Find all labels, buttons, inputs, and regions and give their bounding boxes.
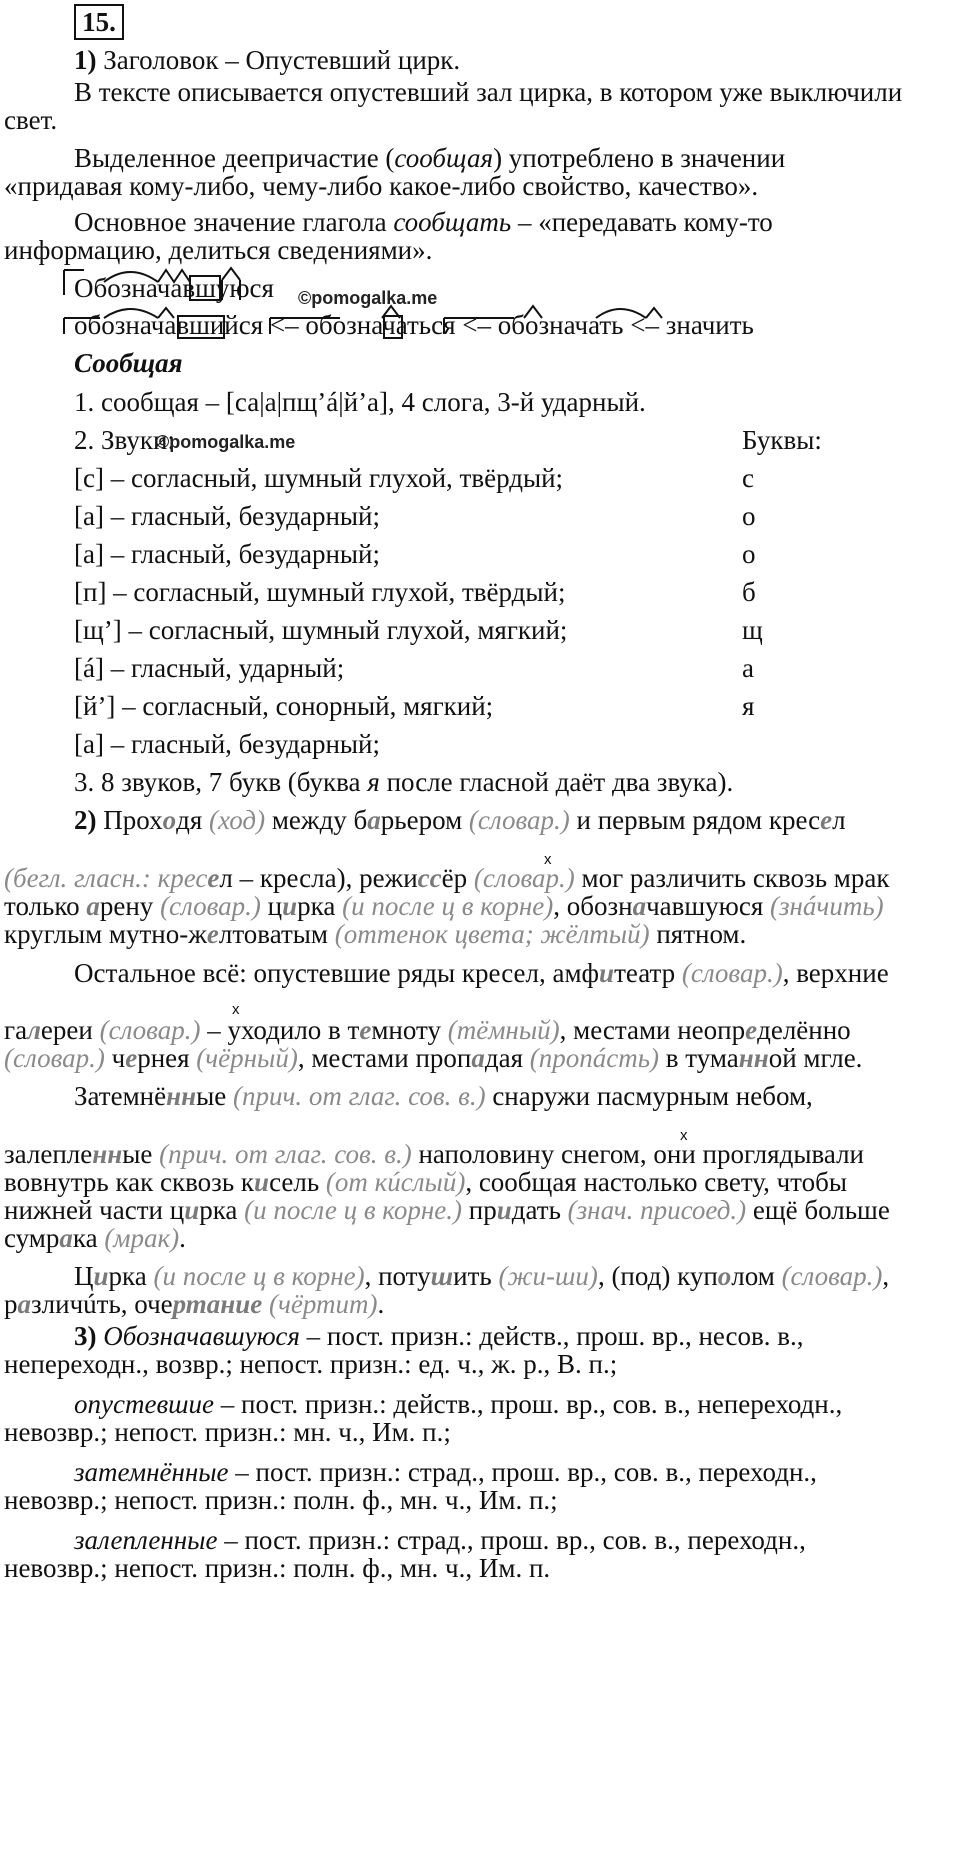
section-2-label: 2): [74, 805, 104, 835]
orthogram-letter: и: [282, 891, 298, 921]
text-fragment: зличúть, оч: [31, 1289, 161, 1319]
orthogram-letter: и: [184, 1195, 200, 1225]
explanation-note: (прич. от глаг. сов. в.): [152, 1139, 412, 1169]
participle-word: сообщая: [394, 143, 494, 173]
correction-mark: х: [232, 1001, 240, 1018]
paragraph-line: Выделенное деепричастие (сообщая) употреблено в значении: [74, 143, 786, 173]
explanation-note: (и после ц в корне.): [237, 1195, 463, 1225]
root-arc-mark: [104, 309, 158, 318]
spelling-line: [4, 1286, 384, 1322]
sound-description: [а] – гласный, безударный;: [74, 729, 381, 759]
text-fragment: круглым мутно-ж: [4, 919, 207, 949]
text-fragment: .: [377, 1289, 385, 1319]
text-fragment: сель: [269, 1167, 320, 1197]
text-fragment: , сообщая: [465, 1167, 577, 1197]
phonetic-line: 1. сообщая – [са|а|пщ’á|й’а], 4 слога, 3-й ударный.: [74, 387, 646, 417]
watermark: ©pomogalka.me: [298, 288, 438, 308]
letter-cell: о: [742, 539, 756, 569]
text-fragment: р: [4, 1289, 18, 1319]
paragraph-line: «придавая кому-либо, чему-либо какое-либо свойство, качество».: [4, 171, 759, 201]
explanation-note: (словар.): [92, 1015, 201, 1045]
suffix-mark: [222, 268, 240, 280]
text-fragment: , режи: [345, 863, 418, 893]
explanation-note: (пропáсть): [523, 1043, 660, 1073]
orthogram-letter: о: [162, 805, 177, 835]
explanation-note: (бегл. гласн.: крес: [4, 863, 208, 893]
text-fragment: лтоватым: [218, 919, 329, 949]
paragraph-line: В тексте описывается опустевший зал цирка, в котором уже выключили: [74, 77, 903, 107]
text-fragment: – уходило в т: [200, 1015, 360, 1045]
morphology-entry-cont: невозвр.; непост. призн.: полн. ф., мн. ч., Им. п.: [4, 1553, 551, 1583]
text-fragment: дать: [511, 1195, 561, 1225]
explanation-note: (мрак): [97, 1223, 180, 1253]
parsed-word: затемнённые: [74, 1457, 229, 1487]
spelling-line: [4, 1220, 186, 1256]
text-fragment: вовнутрь как сквозь к: [4, 1167, 255, 1197]
sound-description: [á] – гласный, ударный;: [74, 653, 345, 683]
text-fragment: ещё больше: [746, 1195, 890, 1225]
letter-cell: о: [742, 501, 756, 531]
section-3-label: 3): [74, 1321, 104, 1351]
suffix-mark: [524, 306, 542, 318]
text-fragment: , обозн: [553, 891, 633, 921]
morphology-entry: опустевшие – пост. призн.: действ., прош. вр., сов. в., непереходн.,: [74, 1389, 843, 1419]
text-fragment: пр: [462, 1195, 497, 1225]
orthogram-letter: ртание: [172, 1289, 263, 1319]
explanation-note: (и после ц в корне): [146, 1261, 365, 1291]
text-fragment: ить: [453, 1261, 492, 1291]
text-fragment: мог различить сквозь мрак: [574, 863, 890, 893]
orthogram-letter: о: [717, 1261, 732, 1291]
explanation-note: (жи-ши): [491, 1261, 598, 1291]
suffix-mark: [158, 270, 190, 282]
paragraph-line: Основное значение глагола сообщать – «передавать кому-то: [74, 207, 773, 237]
text-fragment: рьером: [380, 805, 463, 835]
orthogram-letter: е: [125, 1043, 138, 1073]
parsed-word: опустевшие: [74, 1389, 215, 1419]
orthogram-letter: и: [93, 1261, 109, 1291]
text-fragment: .: [179, 1223, 186, 1253]
orthogram-letter: нн: [738, 1043, 769, 1073]
letter-cell: а: [742, 653, 754, 683]
morphology-entry-cont: невозвр.; непост. призн.: мн. ч., Им. п.;: [4, 1417, 451, 1447]
explanation-note: (словар.): [774, 1261, 883, 1291]
text-fragment: л – кресла): [219, 863, 346, 893]
letter-cell: с: [742, 463, 754, 493]
explanation-note: (оттенок цвета; жёлтый): [328, 919, 650, 949]
section-heading: Сообщая: [74, 348, 183, 378]
explanation-note: (чёрный): [189, 1043, 298, 1073]
orthogram-letter: е: [359, 1015, 372, 1045]
sound-description: [а] – гласный, безударный;: [74, 539, 381, 569]
orthogram-letter: л: [27, 1015, 41, 1045]
explanation-note: (словар.): [675, 958, 783, 988]
watermark: ©pomogalka.me: [156, 432, 296, 452]
paragraph-line: информацию, делиться сведениями».: [4, 235, 433, 265]
root-arc-mark: [104, 272, 158, 282]
explanation-note: (прич. от глаг. сов. в.): [226, 1081, 486, 1111]
orthogram-letter: а: [632, 891, 647, 921]
explanation-note: (словар.): [467, 863, 575, 893]
orthogram-letter: а: [471, 1043, 485, 1073]
spelling-line: [74, 955, 889, 991]
morpheme-marks: [0, 0, 960, 340]
text-fragment: мноту: [371, 1015, 441, 1045]
text-fragment: ые: [122, 1139, 153, 1169]
morpheme-word: Обозначавшуюся: [74, 273, 274, 303]
text-fragment: и первым рядом крес: [569, 805, 821, 835]
orthogram-letter: и: [254, 1167, 270, 1197]
orthogram-letter: е: [207, 863, 220, 893]
text-fragment: , местами неопр: [559, 1015, 746, 1045]
phonetic-summary: 3. 8 звуков, 7 букв (буква я после гласной даёт два звука).: [74, 767, 734, 797]
orthogram-letter: е: [745, 1015, 758, 1045]
text-fragment: настолько свету, чтобы: [576, 1167, 847, 1197]
text-fragment: Прох: [103, 805, 163, 835]
text-fragment: ёр: [441, 863, 468, 893]
text-fragment: рнея: [137, 1043, 190, 1073]
ending-box: [384, 316, 402, 338]
text-fragment: ка: [72, 1223, 98, 1253]
text-fragment: ые: [196, 1081, 227, 1111]
verb-word: сообщать: [393, 207, 512, 237]
explanation-note: (словар.): [4, 1043, 105, 1073]
text-fragment: снаружи пасмурным небом,: [485, 1081, 813, 1111]
text-fragment: наполовину снегом, они проглядывали: [411, 1139, 864, 1169]
task-number: 15.: [74, 4, 124, 40]
text-fragment: , местами проп: [297, 1043, 472, 1073]
suffix-mark: [646, 308, 662, 318]
spelling-line: [4, 1040, 862, 1076]
text-fragment: ереи: [40, 1015, 93, 1045]
correction-mark: х: [544, 851, 552, 868]
orthogram-letter: а: [86, 891, 100, 921]
correction-mark: х: [680, 1127, 688, 1144]
text-fragment: ч: [104, 1043, 126, 1073]
parsed-word: залепленные: [74, 1525, 218, 1555]
text-fragment: , (под) куп: [597, 1261, 718, 1291]
text-fragment: Остальное всё: опустевшие ряды кресел, амф: [74, 958, 600, 988]
orthogram-letter: и: [496, 1195, 512, 1225]
morphology-entry: 3) Обозначавшуюся – пост. призн.: действ., прош. вр., несов. в.,: [74, 1321, 804, 1351]
sound-description: [п] – согласный, шумный глухой, твёрдый;: [74, 577, 566, 607]
orthogram-letter: ш: [430, 1261, 454, 1291]
text-fragment: , поту: [364, 1261, 431, 1291]
orthogram-letter: а: [367, 805, 381, 835]
explanation-note: (знáчить): [763, 891, 884, 921]
text-fragment: дя: [176, 805, 203, 835]
text-fragment: ,: [882, 1261, 890, 1291]
spelling-line: [74, 1078, 813, 1114]
sound-description: [а] – гласный, безударный;: [74, 501, 381, 531]
morphology-entry: залепленные – пост. призн.: страд., прош. вр., сов. в., переходн.,: [74, 1525, 806, 1555]
sounds-label: 2. Звуки:: [74, 425, 175, 455]
text-fragment: Затемнё: [74, 1081, 167, 1111]
text-fragment: рену: [99, 891, 154, 921]
parsed-word: Обозначавшуюся: [103, 1321, 300, 1351]
letter-cell: я: [742, 691, 755, 721]
orthogram-letter: а: [17, 1289, 31, 1319]
root-arc-mark: [596, 309, 646, 318]
ending-box: [190, 276, 220, 300]
text-fragment: Ц: [74, 1261, 94, 1291]
orthogram-letter: нн: [92, 1139, 123, 1169]
text-fragment: только: [4, 891, 87, 921]
orthogram-letter: и: [599, 958, 615, 988]
explanation-note: (тёмный): [440, 1015, 560, 1045]
text-fragment: рка: [199, 1195, 238, 1225]
explanation-note: (словар.): [153, 891, 261, 921]
explanation-note: (ход): [202, 805, 266, 835]
morpheme-chain: обозначавшийся <– обозначаться <– обозначать <– значить: [74, 310, 754, 340]
text-fragment: делённо: [757, 1015, 851, 1045]
letter-cell: б: [742, 577, 756, 607]
title-text: Заголовок – Опустевший цирк.: [96, 45, 461, 75]
text-fragment: между б: [265, 805, 368, 835]
text-fragment: ц: [260, 891, 283, 921]
text-fragment: га: [4, 1015, 28, 1045]
orthogram-letter: е: [820, 805, 833, 835]
explanation-note: (словар.): [462, 805, 570, 835]
text-fragment: рка: [108, 1261, 147, 1291]
sound-description: [с] – согласный, шумный глухой, твёрдый;: [74, 463, 564, 493]
sound-description: [й’] – согласный, сонорный, мягкий;: [74, 691, 494, 721]
text-fragment: залепле: [4, 1139, 93, 1169]
orthogram-letter: нн: [166, 1081, 197, 1111]
suffix-mark: [158, 308, 174, 318]
text-fragment: в тума: [659, 1043, 739, 1073]
text-fragment: рка: [297, 891, 336, 921]
morphology-entry-cont: невозвр.; непост. призн.: полн. ф., мн. ч., Им. п.;: [4, 1485, 558, 1515]
explanation-note: (от кúслый): [319, 1167, 466, 1197]
text-fragment: ой мгле.: [768, 1043, 863, 1073]
text-fragment: дая: [484, 1043, 523, 1073]
sound-description: [щ’] – согласный, шумный глухой, мягкий;: [74, 615, 568, 645]
orthogram-letter: сс: [417, 863, 442, 893]
paragraph-line: свет.: [4, 105, 58, 135]
text-fragment: е: [160, 1289, 173, 1319]
text-fragment: лом: [731, 1261, 775, 1291]
orthogram-letter: а: [59, 1223, 73, 1253]
explanation-note: (знач. присоед.): [560, 1195, 747, 1225]
text-fragment: л: [832, 805, 846, 835]
morphology-entry-cont: непереходн., возвр.; непост. призн.: ед. ч., ж. р., В. п.;: [4, 1349, 618, 1379]
ending-box: [178, 316, 224, 338]
explanation-note: (чёртит): [262, 1289, 378, 1319]
orthogram-letter: е: [206, 919, 219, 949]
text-fragment: нижней части ц: [4, 1195, 185, 1225]
section-1-label: 1): [74, 45, 97, 75]
text-fragment: пятном.: [649, 919, 747, 949]
text-fragment: , верхние: [782, 958, 889, 988]
spelling-line: [4, 916, 746, 952]
text-fragment: сумр: [4, 1223, 60, 1253]
explanation-note: (и после ц в корне): [335, 891, 554, 921]
text-fragment: чавшуюся: [646, 891, 764, 921]
spelling-line: [74, 802, 846, 838]
text-fragment: театр: [614, 958, 676, 988]
letter-cell: щ: [742, 615, 763, 645]
morphology-entry: затемнённые – пост. призн.: страд., прош. вр., сов. в., переходн.,: [74, 1457, 817, 1487]
letters-label: Буквы:: [742, 425, 822, 455]
